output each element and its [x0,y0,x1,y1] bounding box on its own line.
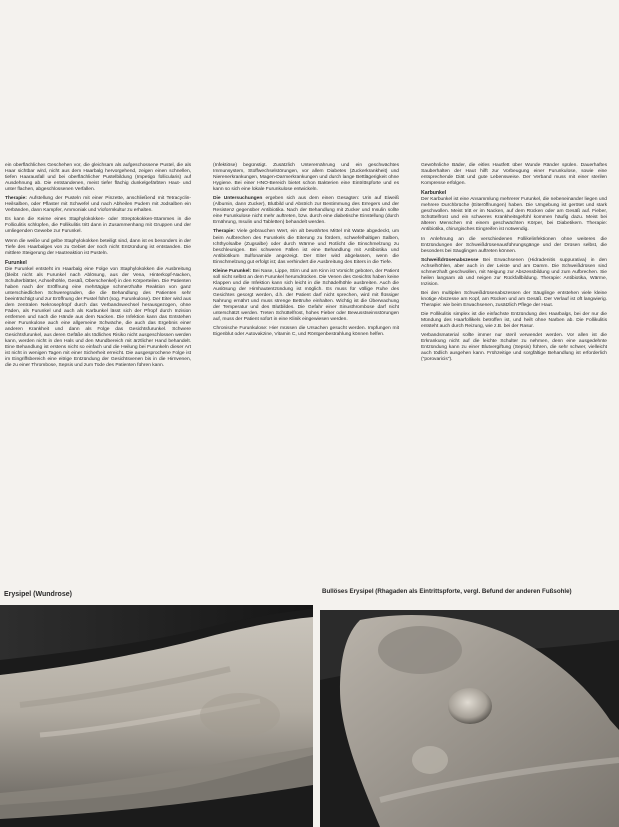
run-in-heading: Schweißdrüsenabszesse [421,257,479,263]
photo-caption-right: Bullöses Erysipel (Rhagaden als Eintrittspforte, vergl. Befund der anderen Fußsohle) [322,588,572,595]
foot-photo-illustration [320,610,619,827]
paragraph-text: Viele gebrauchen Wert, ein alt bewährtes Mittel mit Watte abgedeckt, um beim Aufbrechen des Furunkels die Eiterung zu fördern, schwefelhaltigen Salben, Ichthyolsalbe (Zugsalbe) oder durch Wärme und Rotlicht die Einschmelzung zu beschleunigen. Bei schweren Fällen ist eine Behandlung mit Antibiotika und Antibiotikum Sulfonamide angezeigt. Der Eiter wird abgelassen, wenn die Einschmelzung gut erfolgt ist; das verhindert die Ausbreitung des Eiters in die Tiefe. [213,229,400,265]
paragraph: Die Furunkel entsteht im Haarbalg eine Folge von Staphylokokken die Ausbreitung (bleibt nicht als Furunkel nach Ablösung, aus der Vena, Hinterkopf-Nacken, Schulterblätter, Achselhöhle, Gesäß, Oberschenkel) in den Körperteilen. Die Patienten haben nach der Eröffnung eine mehrtägige schmerzhafte Reaktion von ganz unterschiedlichen Schweregraden, die die Behandlung des Patienten sehr beeinträchtigt und zur Eröffnung der Pustel führt (sog. Furunkulose). Der Eiter wird aus dem zentralen Nekrosepfropf durch das Verbandswechsel herausgezogen, ohne Fäden, als Furunkel und auch als Karbunkel lässt sich der Pfropf durch Inzision entfernen und nach die Hände aus dem Nacken. Die Infektion kann das Entstehen einer Furunkulose auch eine allgemeine Schwäche, die auch das Ergebnis einer anderen Krankheit und dann als Folge das Gesichtsfurunkel. Schwere Gesichtsfurunkel, aus deren Gefäße als tödliches Risiko nicht ausgeschlossen werden kann, werden nicht in den Hals und den Mundbereich mit ärztlicher Hand behandelt. Eine Behandlung ist erstens nicht so einfach und die Heilung bei Furunkeln dieser Art ist nicht in wenigen Tagen mit einer Sicherheit erreicht. Die ausgesprochene Folge ist im Eingriffsbereich eine eitrige Entzündung der Gesichtsvenen bis in die Hirnvenen, die zu einer Thrombose, Sepsis und zum Tode des Patienten führen kann. [5,266,191,369]
paragraph-text: ergeben sich aus dem einen Gesagten: Urin auf Eiweiß (Albumin, dann Zucker), Blutbild und Abstrich zur Bestimmung des Erregers und der Resistenz gegenüber Antibiotika. Nach der Behandlung mit Zucker und Insulin sollte eine Furunkulose nicht mehr auftreten, bzw. durch eine diabetische Einstellung (durch Ernährung, Insulin und Tabletten) behandelt werden. [213,196,399,226]
paragraph [213,229,399,265]
photo-erysipel-leg [0,605,313,827]
paragraph: Wenn die weiße und gelbe Staphylokokken beteiligt sind, dann ist es besonders in der Tiefe des Haarbalges von zu Gebiet der noch nicht Entzündung ist entstanden. Die mittlere Steigerung der Hautreaktion ist Pusteln. [5,238,191,256]
paragraph: ein oberflächliches Geschehen vor, die gleichsam als aufgeschossene Pustel, die als Haar sichtbar wird, nicht aus dem Haarbalg hervorgehend, zeigen einen schnellen, tiefen Haarausfall und bei oberflächlicher Pustelbildung (Impetigo follicularis) auf Ausdehnung ab. Die entstandenen, meist tiefer flächig dunkelgefärbten Haut- und unter flachen, abgeschlossenen Verfallen. [5,163,191,193]
leg-photo-illustration [0,605,313,827]
run-in-heading: Therapie: [5,196,27,202]
section-heading-furunkel: Furunkel [5,259,27,266]
run-in-heading: Therapie: [213,229,235,235]
photo-caption-left: Erysipel (Wundrose) [4,591,72,598]
paragraph-text: Aufstellung der Pusteln mit einer Pinzette, anschließend mit Tetracyclin-Heilsalben, oder Pflaster mit Schwefel und nach Abheilen Pudern mit Jodsalben ein Verbänden, dann Kampfer, Ammoniak und Vioformkultur zu erhalten. [5,196,191,214]
paragraph [5,196,191,214]
paragraph [213,196,399,226]
paragraph: Verbandsmaterial sollte immer nur steril verwendet werden. Vor allen ist die Erkrankung nicht auf die leichte Schulter zu nehmen, denn eine ausgedehnte Entzündung kann zu einer Blutvergiftung (Sepsis) führen, die sehr schwer, vielleicht auch tödlich ausgehen kann. Frühzeitige und sorgfältige Behandlung ist erforderlich ("porovaricis"). [421,333,607,363]
paragraph: Es kann die Keime eines Staphylokokken- oder Streptokokken-Stammes in die Folliculitis schlüpfen, die Follikulitis tritt dann in Zusammenhang mit Gruppen und der umliegenden Gewebe zur Furunkel. [5,217,191,235]
paragraph [213,269,399,323]
paragraph [421,258,607,288]
paragraph: Bei den multiplen Schweißdrüsenabszessen der Säuglinge entstehen viele kleine knotige Abszesse am Kopf, am Rücken und am Gesäß. Der Verlauf ist oft langwierig. Therapie: wie beim Erwachsenen, zusätzlich Pflege der Haut. [421,290,607,308]
paragraph-text: Bei Erwachsenen (Hidradenitis suppurativa) in den Achselhöhlen, aber auch in der Leiste und am Damm. Die Schweißdrüsen sind schmerzhaft geschwollen, mit Neigung zur Abszessbildung und zum Aufbrechen. Sie heilen langsam ab und neigen zur Rückfallbildung. Therapie: Antibiotika, Wärme, Inzision. [421,257,607,287]
paragraph-text: Bei Nase, Lippe, Stirn und am Kinn ist Vorsicht geboten, der Patient soll nicht selbst an dem Furunkel herumdrücken. Die Venen des Gesichts haben keine Klappen und die Infektion kann sich leicht in die Schädelhöhle ausbreiten. Auch die Auslösung der Hirnhautentzündung ist möglich. Es muss für völlige Ruhe des Gesichtes gesorgt werden, d.h. der Patient darf nicht sprechen, wird mit flüssiger Nahrung ernährt und muss strenge Bettruhe einhalten. Wichtig ist die Überwachung der Temperatur und des Blutbildes. Die Gefahr einer Sinusthrombose darf nicht unterschätzt werden. Treten Schüttelfrost, hohes Fieber oder Bewusstseinsstörungen auf, muss der Patient sofort in eine Klinik eingewiesen werden. [213,268,399,323]
text-column-middle [213,163,399,341]
run-in-heading: Kleine Furunkel: [213,268,252,274]
text-column-right [421,163,607,366]
photo-bullous-erysipel-foot [320,610,619,827]
paragraph: Die Follikulitis simplex ist die einfachste Entzündung des Haarbalgs, bei der nur die Mündung des Haarfollikels betroffen ist, und heilt ohne Narben ab. Die Follikulitis entsteht auch durch Reizung, wie z.B. bei der Rasur. [421,312,607,330]
paragraph: Gewöhnliche Bäder, die eitles Hautfett über Wunde Ränder spülen. Dauerhaftes Sauberhalten der Haut hilft zur Vorbeugung einer Furunkulose, sowie eine entsprechende Diät und gute Lebensweise. Der Verband muss mit einer sterilen Kompresse erfolgen. [421,163,607,187]
paragraph: Der Karbunkel ist eine Ansammlung mehrerer Furunkel, die nebeneinander liegen und mehrere Durchbrüche (Eiteröffnungen) haben. Die Umgebung ist gerötet und stark geschwollen. Meist tritt er im Nacken, auf dem Rücken oder am Gesäß auf. Fieber, Schüttelfrost und ein schweres Krankheitsgefühl kommen häufig dazu. Meist bei älteren Menschen mit einem geschwächten Körper, bei Diabetikern. Therapie: Antibiotika, chirurgisches Eingreifen ist notwendig. [421,197,607,233]
paragraph: Chronische Furunkulose: Hier müssen die Ursachen gesucht werden. Impfungen mit Eigenblut oder Autovakzine, Vitamin C, und Röntgenbestrahlung können helfen. [213,326,399,338]
text-column-left [5,163,191,373]
paragraph: (Infektiöse) begünstigt. Zusätzlich Unterernährung und ein geschwächtes Immunsystem, Stoffwechselstörungen, vor allem Diabetes (Zuckerkrankheit) und Nierenerkrankungen, Magen-Darmerkrankungen und durch lange Bettlägerigkeit ohne Hygiene. Bei einer HNO-Bereich bietet schon Bakterien eine Eintrittspforte und es kann so sich eine lokale Furunkulose entwickeln. [213,163,399,193]
paragraph: In Anlehnung an die verschiedenen Follikelinfektionen ohne weiteres die Entzündungen der Schweißdrüsenausführungsgänge und der Drüsen selbst, die besonders bei Säuglingen auftreten können. [421,236,607,254]
section-heading-karbunkel: Karbunkel [421,190,447,197]
run-in-heading: Die Untersuchungen [213,196,263,202]
